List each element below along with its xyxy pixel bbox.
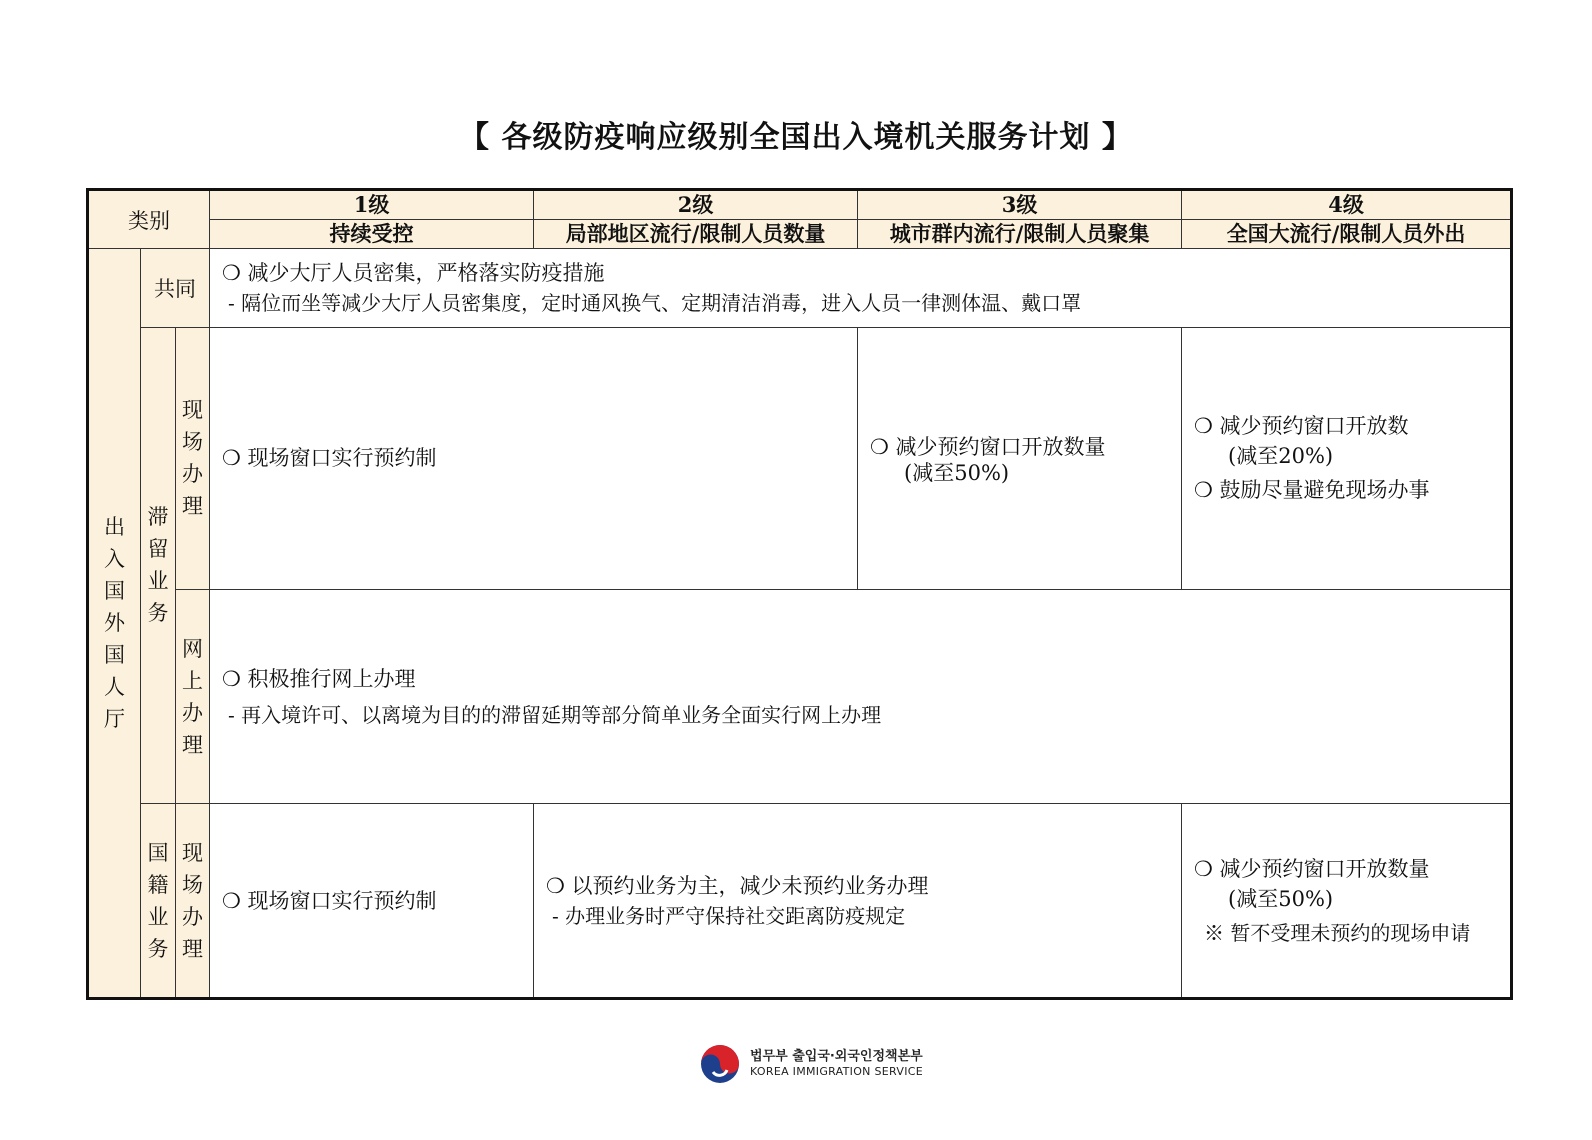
stay-online-label: 网 上 办 理 bbox=[176, 590, 210, 804]
stay-online-content: ❍ 积极推行网上办理 - 再入境许可、以离境为目的的滞留延期等部分简单业务全面实行网上办理 bbox=[210, 590, 1512, 804]
nationality-business-label: 国 籍 业 务 bbox=[141, 804, 176, 999]
common-bullet: ❍ 减少大厅人员密集，严格落实防疫措施 bbox=[222, 260, 605, 285]
level-3-desc: 城市群内流行/限制人员聚集 bbox=[858, 219, 1182, 249]
stay-onsite-level4: ❍ 减少预约窗口开放数 (减至20%) ❍ 鼓励尽量避免现场办事 bbox=[1182, 327, 1512, 590]
common-row-content bbox=[210, 249, 1512, 327]
level-3-header: 3级 bbox=[858, 190, 1182, 220]
level-2-desc: 局部地区流行/限制人员数量 bbox=[534, 219, 858, 249]
nationality-onsite-level4: ❍ 减少预约窗口开放数量 (减至50%) ※ 暂不受理未预约的现场申请 bbox=[1182, 804, 1512, 999]
service-plan-table bbox=[86, 188, 1513, 1000]
level-1-desc: 持续受控 bbox=[210, 219, 534, 249]
stay-onsite-level3: ❍ 减少预约窗口开放数量 (减至50%) bbox=[858, 327, 1182, 590]
page-title: 【 各级防疫响应级别全国出入境机关服务计划 】 bbox=[459, 120, 1133, 155]
taegeuk-icon bbox=[700, 1044, 740, 1084]
level-1-header: 1级 bbox=[210, 190, 534, 220]
stay-onsite-level12: ❍ 现场窗口实行预约制 bbox=[210, 327, 858, 590]
nationality-onsite-level1: ❍ 现场窗口实行预约制 bbox=[210, 804, 534, 999]
stay-onsite-label: 现 场 办 理 bbox=[176, 327, 210, 590]
level-2-header: 2级 bbox=[534, 190, 858, 220]
hall-label: 出 入 国 外 国 人 厅 bbox=[88, 249, 141, 999]
common-sub: - 隔位而坐等减少大厅人员密集度，定时通风换气、定期清洁消毒，进入人员一律测体温、戴口罩 bbox=[228, 290, 1082, 315]
nationality-onsite-label: 现 场 办 理 bbox=[176, 804, 210, 999]
nationality-onsite-level23: ❍ 以预约业务为主，减少未预约业务办理 - 办理业务时严守保持社交距离防疫规定 bbox=[534, 804, 1182, 999]
footer-logo bbox=[700, 1044, 923, 1084]
stay-business-label: 滞 留 业 务 bbox=[141, 327, 176, 804]
logo-english-text: KOREA IMMIGRATION SERVICE bbox=[750, 1065, 923, 1078]
common-label: 共同 bbox=[141, 249, 210, 327]
category-header: 类别 bbox=[88, 190, 210, 249]
level-4-desc: 全国大流行/限制人员外出 bbox=[1182, 219, 1512, 249]
logo-korean-text: 법무부 출입국·외국인정책본부 bbox=[750, 1049, 923, 1064]
level-4-header: 4级 bbox=[1182, 190, 1512, 220]
